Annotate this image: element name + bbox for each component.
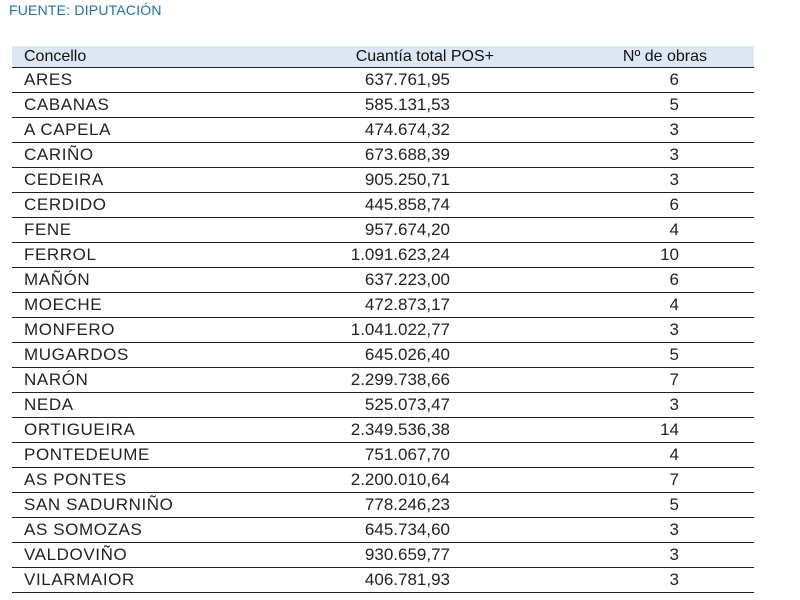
cell-concello: CEDEIRA (24, 170, 104, 189)
cell-obras: 3 (669, 395, 679, 414)
cell-cuantia: 1.041.022,77 (350, 320, 450, 339)
table-body (12, 68, 754, 593)
cell-cuantia: 637.223,00 (364, 270, 450, 289)
cell-cuantia: 645.734,60 (364, 520, 450, 539)
cell-concello: A CAPELA (24, 120, 112, 139)
cell-obras: 14 (660, 420, 679, 439)
cell-cuantia: 585.131,53 (364, 95, 450, 114)
table-row (12, 368, 754, 393)
cell-concello: ARES (24, 70, 73, 89)
cell-concello: CARIÑO (24, 145, 94, 164)
cell-cuantia: 445.858,74 (364, 195, 450, 214)
data-table (12, 46, 754, 593)
table-row (12, 243, 754, 268)
cell-concello: CERDIDO (24, 195, 107, 214)
cell-obras: 5 (669, 495, 679, 514)
cell-cuantia: 751.067,70 (364, 445, 450, 464)
cell-cuantia: 637.761,95 (364, 70, 450, 89)
cell-cuantia: 525.073,47 (364, 395, 450, 414)
cell-obras: 3 (669, 170, 679, 189)
cell-concello: AS PONTES (24, 470, 127, 489)
table-row (12, 68, 754, 93)
table-row (12, 443, 754, 468)
header-cuantia: Cuantía total POS+ (355, 48, 494, 65)
cell-cuantia: 930.659,77 (364, 545, 450, 564)
cell-obras: 4 (669, 445, 679, 464)
cell-obras: 4 (669, 220, 679, 239)
table-header (12, 46, 754, 68)
table-row (12, 518, 754, 543)
cell-concello: VALDOVIÑO (24, 545, 128, 564)
cell-obras: 5 (669, 345, 679, 364)
cell-obras: 3 (669, 520, 679, 539)
header-obras: Nº de obras (622, 48, 707, 65)
cell-cuantia: 2.299.738,66 (350, 370, 450, 389)
cell-concello: AS SOMOZAS (24, 520, 143, 539)
table-row (12, 318, 754, 343)
cell-concello: MONFERO (24, 320, 116, 339)
table-row (12, 568, 754, 593)
cell-cuantia: 1.091.623,24 (350, 245, 450, 264)
cell-cuantia: 905.250,71 (364, 170, 450, 189)
cell-cuantia: 957.674,20 (364, 220, 450, 239)
table-row (12, 543, 754, 568)
cell-concello: MAÑÓN (24, 270, 91, 289)
header-concello: Concello (24, 48, 87, 65)
cell-obras: 4 (669, 295, 679, 314)
cell-concello: NEDA (24, 395, 74, 414)
cell-cuantia: 474.674,32 (364, 120, 450, 139)
cell-concello: FENE (24, 220, 72, 239)
table-row (12, 168, 754, 193)
cell-concello: PONTEDEUME (24, 445, 150, 464)
table-row (12, 193, 754, 218)
cell-cuantia: 778.246,23 (364, 495, 450, 514)
table-row (12, 343, 754, 368)
table-row (12, 268, 754, 293)
cell-concello: MUGARDOS (24, 345, 129, 364)
cell-obras: 10 (660, 245, 679, 264)
table-row (12, 468, 754, 493)
table-row (12, 218, 754, 243)
cell-concello: SAN SADURNIÑO (24, 495, 174, 514)
cell-concello: VILARMAIOR (24, 570, 135, 589)
cell-concello: NARÓN (24, 370, 89, 389)
cell-cuantia: 645.026,40 (364, 345, 450, 364)
cell-obras: 7 (669, 470, 679, 489)
cell-obras: 3 (669, 145, 679, 164)
table-row (12, 118, 754, 143)
cell-cuantia: 2.200.010,64 (350, 470, 450, 489)
table-row (12, 418, 754, 443)
table-row (12, 93, 754, 118)
cell-obras: 7 (669, 370, 679, 389)
table-row (12, 143, 754, 168)
cell-obras: 3 (669, 320, 679, 339)
cell-obras: 3 (669, 120, 679, 139)
cell-obras: 3 (669, 545, 679, 564)
cell-obras: 3 (669, 570, 679, 589)
source-caption: FUENTE: DIPUTACIÓN (9, 2, 162, 18)
table-row (12, 393, 754, 418)
cell-cuantia: 2.349.536,38 (350, 420, 450, 439)
cell-cuantia: 406.781,93 (364, 570, 450, 589)
cell-obras: 6 (669, 195, 679, 214)
table-row (12, 493, 754, 518)
cell-obras: 6 (669, 270, 679, 289)
cell-concello: ORTIGUEIRA (24, 420, 136, 439)
cell-obras: 6 (669, 70, 679, 89)
table-row (12, 293, 754, 318)
cell-cuantia: 472.873,17 (364, 295, 450, 314)
cell-concello: FERROL (24, 245, 97, 264)
cell-concello: MOECHE (24, 295, 103, 314)
cell-obras: 5 (669, 95, 679, 114)
cell-cuantia: 673.688,39 (364, 145, 450, 164)
cell-concello: CABANAS (24, 95, 110, 114)
